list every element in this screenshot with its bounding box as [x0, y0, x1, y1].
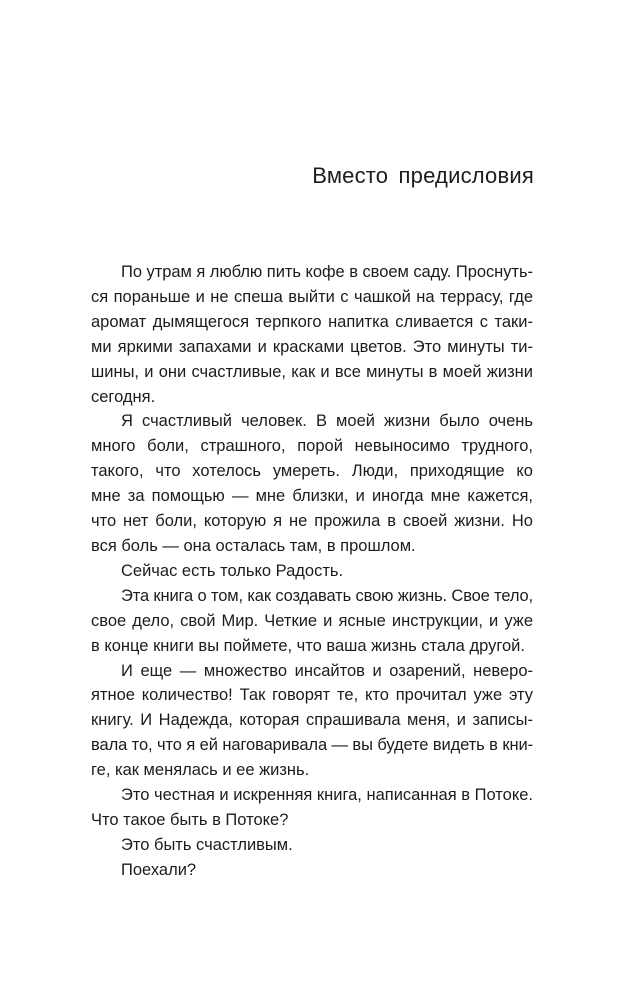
text-line: мне за помощью — мне близки, и иногда мне кажется, — [91, 487, 533, 506]
body-text — [91, 260, 533, 883]
paragraph-5 — [91, 659, 533, 784]
text-line: вала то, что я ей наговаривала — вы будете видеть в кни- — [91, 736, 533, 755]
paragraph-2 — [91, 409, 533, 558]
text-line: книгу. И Надежда, которая спрашивала меня, и записы- — [91, 711, 533, 730]
text-line: Это быть счастливым. — [121, 835, 293, 854]
text-line: свое дело, свой Мир. Четкие и ясные инструкции, и уже — [91, 611, 533, 630]
text-line: шины, и они счастливые, как и все минуты в моей жизни — [91, 362, 533, 381]
text-line: сегодня. — [91, 387, 156, 406]
text-line: Эта книга о том, как создавать свою жизнь. Свое тело, — [121, 586, 533, 605]
paragraph-6 — [91, 783, 533, 833]
text-line: Поехали? — [121, 860, 197, 879]
text-line: Что такое быть в Потоке? — [91, 810, 289, 829]
paragraph-3 — [91, 559, 533, 584]
text-line: ятное количество! Так говорят те, кто прочитал уже эту — [91, 686, 533, 705]
text-line: И еще — множество инсайтов и озарений, неверо- — [121, 661, 533, 680]
paragraph-8 — [91, 858, 533, 883]
paragraph-7 — [91, 833, 533, 858]
text-line: ми яркими запахами и красками цветов. Это минуты ти- — [91, 337, 533, 356]
text-line: в конце книги вы поймете, что ваша жизнь стала другой. — [91, 636, 525, 655]
chapter-title: Вместо предисловия — [312, 163, 534, 188]
text-line: Я счастливый человек. В моей жизни было очень — [121, 412, 533, 431]
text-line: ся пораньше и не спеша выйти с чашкой на террасу, где — [91, 287, 533, 306]
text-line: аромат дымящегося терпкого напитка сливается с таки- — [91, 312, 533, 331]
paragraph-1 — [91, 260, 533, 409]
text-line: что нет боли, которую я не прожила в своей жизни. Но — [91, 512, 533, 531]
text-line: ге, как менялась и ее жизнь. — [91, 761, 310, 780]
text-line: вся боль — она осталась там, в прошлом. — [91, 536, 416, 555]
paragraph-4 — [91, 584, 533, 659]
text-line: Это честная и искренняя книга, написанная в Потоке. — [121, 786, 533, 805]
text-line: Сейчас есть только Радость. — [121, 561, 344, 580]
text-line: такого, что хотелось умереть. Люди, приходящие ко — [91, 462, 533, 481]
text-line: много боли, страшного, порой невыносимо трудного, — [91, 437, 533, 456]
text-line: По утрам я люблю пить кофе в своем саду. Проснуть- — [121, 263, 533, 281]
